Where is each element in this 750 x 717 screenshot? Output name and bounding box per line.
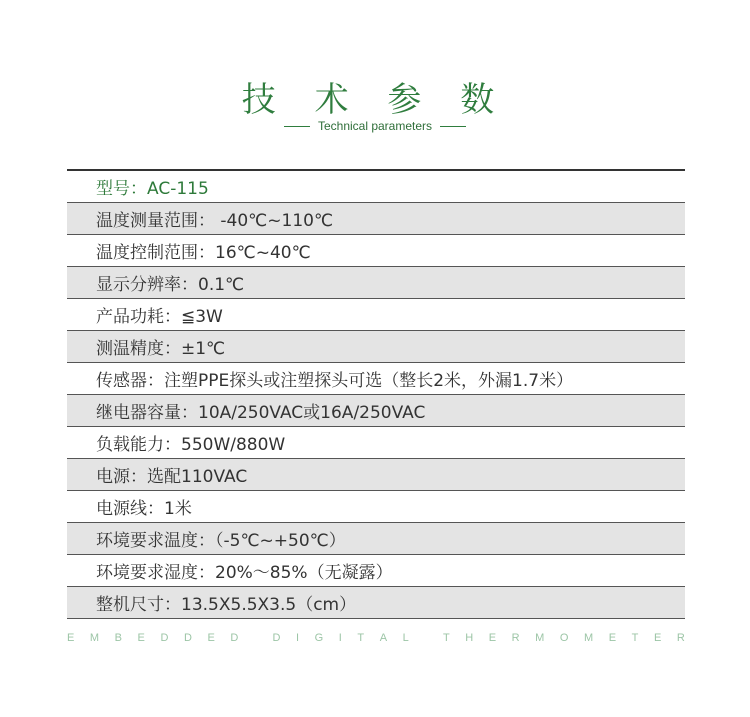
footer-letter: [424, 632, 427, 644]
spec-row: 测温精度：±1℃: [67, 331, 685, 363]
spec-row: 显示分辨率：0.1℃: [67, 267, 685, 299]
footer-letter: M: [89, 632, 100, 644]
divider-left: [284, 126, 310, 127]
footer-letter: D: [272, 632, 281, 644]
spec-row: 产品功耗：≦3W: [67, 299, 685, 331]
footer-letter: G: [314, 632, 324, 644]
spec-row: 温度测量范围： -40℃~110℃: [67, 203, 685, 235]
divider-right: [440, 126, 466, 127]
spec-row: 电源：选配110VAC: [67, 459, 685, 491]
spec-row: 电源线：1米: [67, 491, 685, 523]
footer-letter: T: [442, 632, 450, 644]
footer-tagline: [67, 632, 685, 644]
footer-letter: E: [67, 632, 75, 644]
footer-letter: I: [296, 632, 300, 644]
footer-letter: H: [465, 632, 474, 644]
footer-letter: E: [207, 632, 215, 644]
spec-row: 温度控制范围：16℃~40℃: [67, 235, 685, 267]
spec-row: 环境要求温度：（-5℃~+50℃）: [67, 523, 685, 555]
subtitle: Technical parameters: [317, 119, 433, 133]
page-title: 技 术 参 数: [241, 80, 509, 120]
footer-letter: I: [338, 632, 342, 644]
footer-letter: O: [559, 632, 569, 644]
footer-letter: E: [488, 632, 497, 644]
spec-row: 环境要求湿度：20%～85%（无凝露）: [67, 555, 685, 587]
spec-row: 整机尺寸：13.5X5.5X3.5（cm）: [67, 587, 685, 619]
footer-letter: T: [631, 632, 639, 644]
footer-letter: M: [535, 632, 545, 644]
spec-row: 继电器容量：10A/250VAC或16A/250VAC: [67, 395, 685, 427]
footer-letter: D: [230, 632, 239, 644]
footer-letter: R: [511, 632, 520, 644]
footer-letter: E: [608, 632, 617, 644]
spec-row: 传感器：注塑PPE探头或注塑探头可选（整长2米，外漏1.7米）: [67, 363, 685, 395]
footer-letter: D: [160, 632, 169, 644]
footer-letter: E: [653, 632, 662, 644]
footer-letter: [254, 632, 257, 644]
footer-letter: A: [379, 632, 388, 644]
footer-letter: M: [584, 632, 594, 644]
footer-letter: E: [137, 632, 145, 644]
spec-row: 负载能力：550W/880W: [67, 427, 685, 459]
spec-table: [67, 169, 685, 619]
footer-letter: R: [676, 632, 685, 644]
footer-letter: L: [402, 632, 409, 644]
footer-letter: B: [114, 632, 122, 644]
subtitle-block: [0, 119, 750, 133]
footer-letter: D: [183, 632, 192, 644]
spec-row-model: 型号：AC-115: [67, 171, 685, 203]
footer-letter: T: [357, 632, 365, 644]
